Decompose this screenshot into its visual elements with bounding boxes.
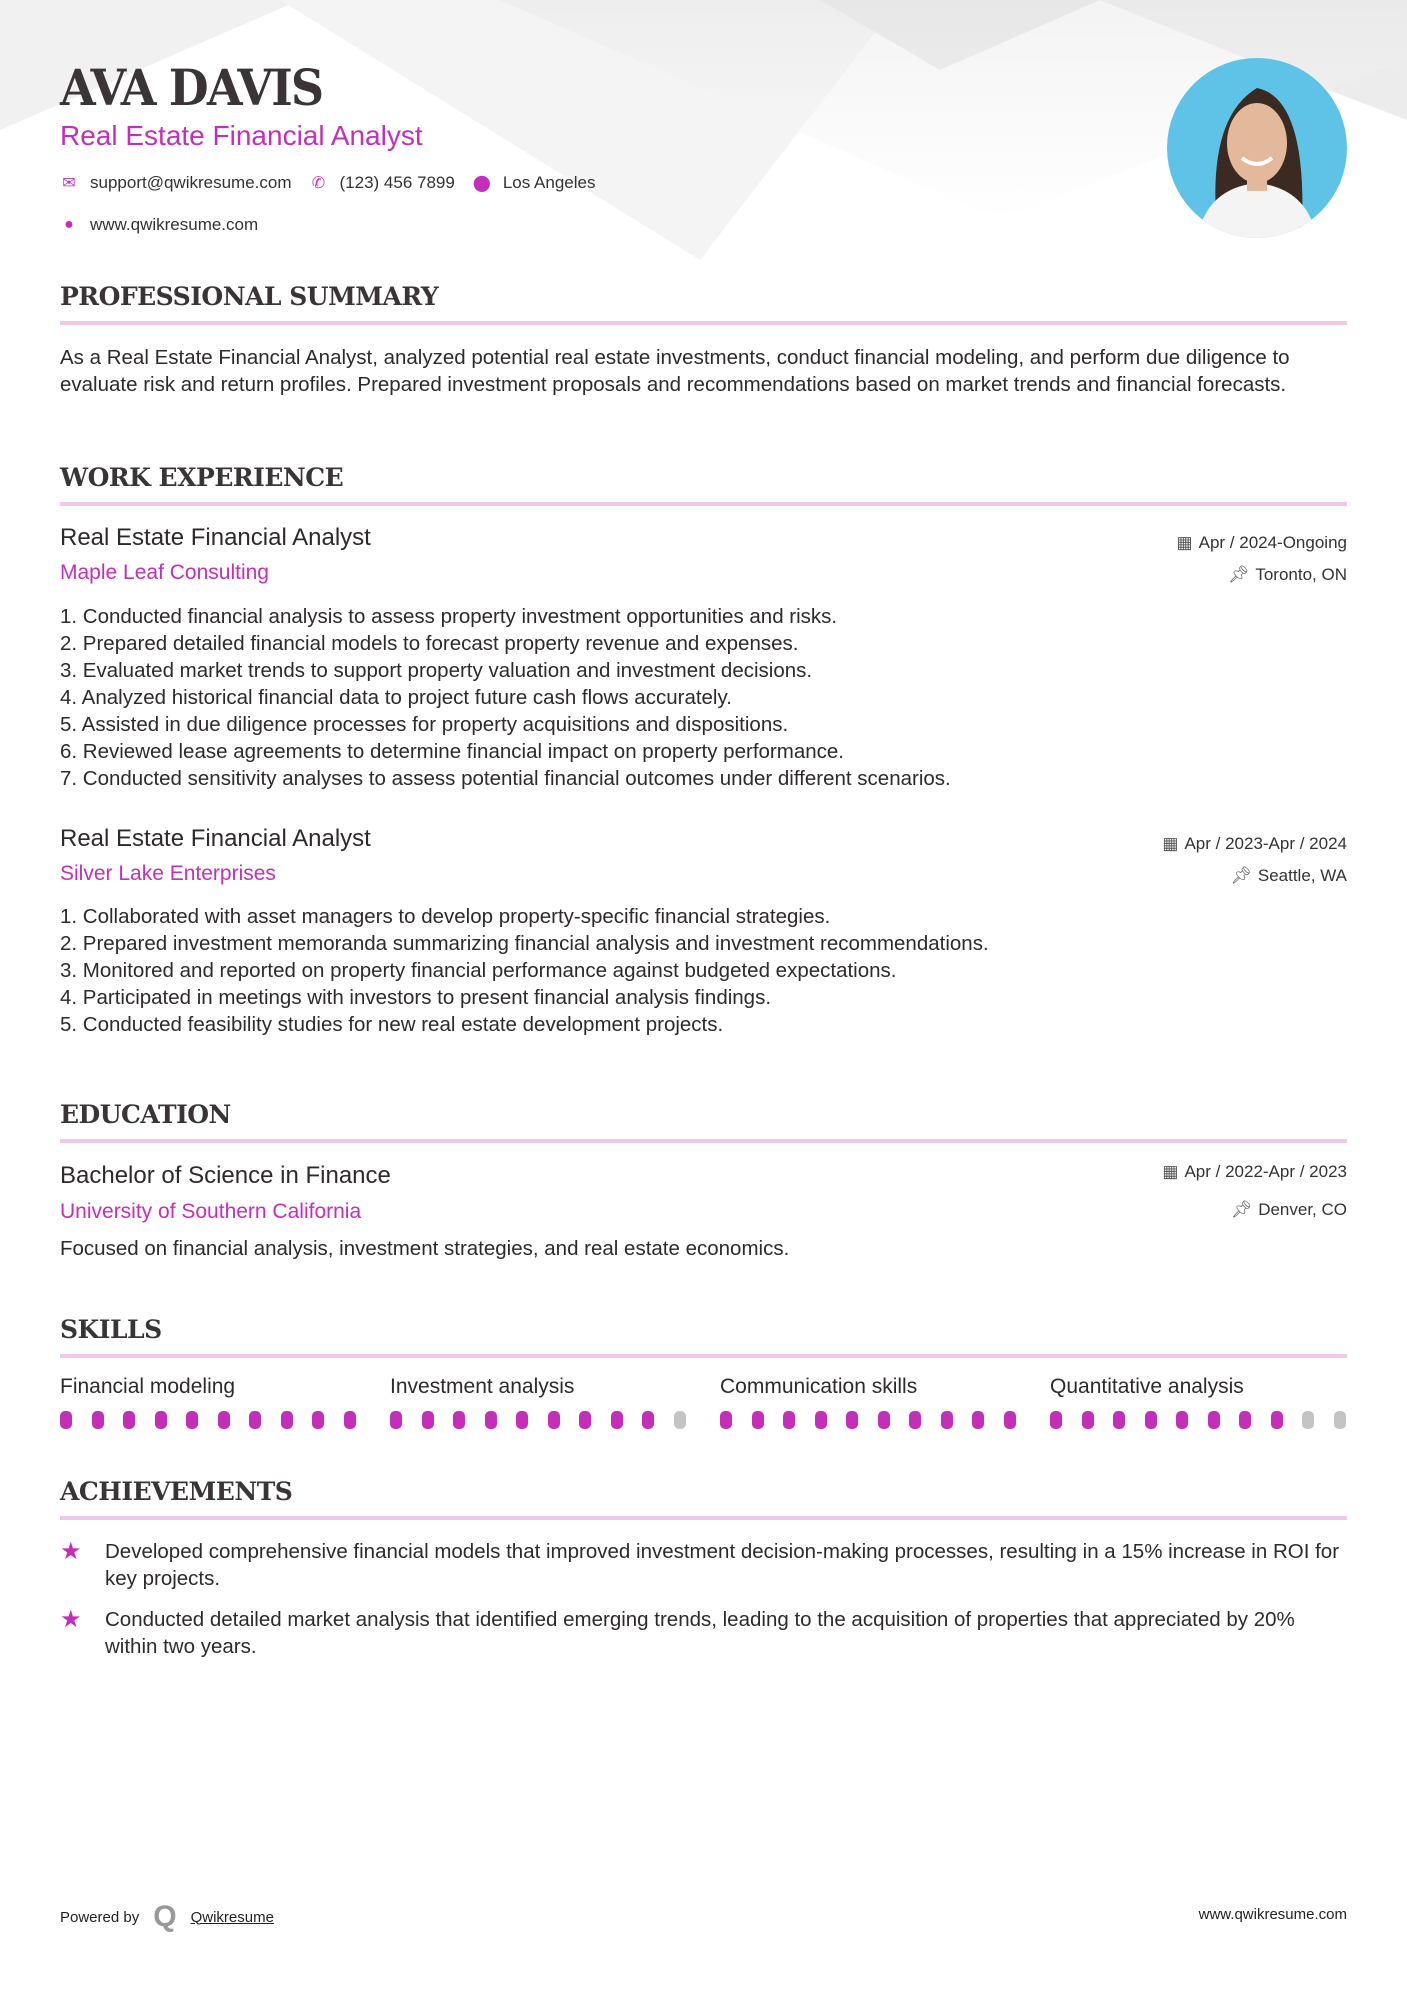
location-text: Los Angeles [502,173,596,192]
skill-name: Investment analysis [390,1375,575,1398]
map-pin-icon: ⬤ [472,175,491,192]
skill-item [720,1375,1050,1429]
list-item: 3. Evaluated market trends to support property valuation and investment decisions. [60,659,813,682]
skill-rating [60,1411,390,1429]
divider [60,502,1347,506]
list-item: 2. Prepared investment memoranda summarizing financial analysis and investment recommendations. [60,932,989,955]
dates-text: Apr / 2023-Apr / 2024 [1184,834,1347,853]
section-heading-skills: SKILLS [60,1315,162,1344]
job-location [1228,565,1347,585]
list-item: 6. Reviewed lease agreements to determine financial impact on property performance. [60,740,844,763]
dates-text: Apr / 2022-Apr / 2023 [1184,1162,1347,1181]
divider [60,1139,1347,1143]
skill-item [390,1375,720,1429]
rating-dot [249,1411,261,1429]
section-heading-achievements: ACHIEVEMENTS [60,1477,293,1506]
star-icon: ★ [60,1606,82,1633]
email-link[interactable]: support@qwikresume.com [90,173,292,192]
website-row [58,215,258,235]
footer-website[interactable]: www.qwikresume.com [1198,1906,1347,1923]
calendar-icon: ▦ [1176,533,1193,552]
profile-photo [1167,58,1347,238]
divider [60,321,1347,325]
location-text: Toronto, ON [1255,565,1347,584]
skill-name: Communication skills [720,1375,918,1398]
calendar-icon: ▦ [1162,834,1179,853]
education-description: Focused on financial analysis, investment strategies, and real estate economics. [60,1237,790,1260]
rating-dot [1176,1411,1188,1429]
rating-dot [720,1411,732,1429]
rating-dot [1334,1411,1346,1429]
degree: Bachelor of Science in Finance [60,1162,391,1189]
rating-dot [579,1411,591,1429]
summary-text: As a Real Estate Financial Analyst, analyzed potential real estate investments, conduct financial modeling, and perform due diligence to evaluate risk and return profiles. Prepared investment proposals and recommendations based on market trends and financial forecasts. [60,346,1290,396]
job-role: Real Estate Financial Analyst [60,825,371,852]
rating-dot [453,1411,465,1429]
rating-dot [972,1411,984,1429]
rating-dot [1208,1411,1220,1429]
rating-dot [1082,1411,1094,1429]
rating-dot [1271,1411,1283,1429]
rating-dot [611,1411,623,1429]
pin-icon: 📌︎ [1230,1200,1253,1219]
rating-dot [155,1411,167,1429]
list-item: 5. Assisted in due diligence processes for property acquisitions and dispositions. [60,713,789,736]
job-location [1230,866,1347,886]
education-location [1231,1200,1347,1220]
rating-dot [642,1411,654,1429]
rating-dot [186,1411,198,1429]
rating-dot [390,1411,402,1429]
rating-dot [783,1411,795,1429]
list-item: 2. Prepared detailed financial models to forecast property revenue and expenses. [60,632,799,655]
achievement-text: Developed comprehensive financial models that improved investment decision-making processes, resulting in a 15% increase in ROI for key projects. [105,1540,1340,1590]
location-text: Seattle, WA [1257,866,1347,885]
envelope-icon: ✉ [62,175,76,192]
section-heading-summary: PROFESSIONAL SUMMARY [60,282,439,311]
pin-icon: 📌︎ [1230,866,1252,885]
achievement-item [60,1606,1350,1660]
job-role: Real Estate Financial Analyst [60,524,371,551]
education-dates [1162,1162,1347,1182]
list-item: 5. Conducted feasibility studies for new real estate development projects. [60,1013,724,1036]
location-text: Denver, CO [1258,1200,1347,1219]
skill-item [60,1375,390,1429]
dates-text: Apr / 2024-Ongoing [1198,533,1347,552]
contact-row [58,173,595,193]
rating-dot [123,1411,135,1429]
rating-dot [422,1411,434,1429]
list-item: 3. Monitored and reported on property financial performance against budgeted expectations. [60,959,897,982]
qwikresume-logo-icon: Q [153,1900,177,1933]
achievement-item [60,1538,1350,1592]
job-dates [1177,533,1347,553]
divider [60,1516,1347,1520]
job-company: Maple Leaf Consulting [60,561,269,584]
rating-dot [1113,1411,1125,1429]
achievement-text: Conducted detailed market analysis that identified emerging trends, leading to the acquisition of properties that appreciated by 20% within two years. [105,1608,1295,1658]
rating-dot [281,1411,293,1429]
skill-name: Quantitative analysis [1050,1375,1244,1398]
star-icon: ★ [60,1538,82,1565]
rating-dot [548,1411,560,1429]
powered-by-label: Powered by [60,1908,140,1926]
rating-dot [1239,1411,1251,1429]
phone-icon: ✆ [311,175,326,192]
rating-dot [1004,1411,1016,1429]
rating-dot [674,1411,686,1429]
brand-link[interactable]: Qwikresume [190,1908,274,1926]
rating-dot [1302,1411,1314,1429]
list-item: 7. Conducted sensitivity analyses to assess potential financial outcomes under different scenarios. [60,767,951,790]
candidate-name: AVA DAVIS [60,58,323,117]
rating-dot [752,1411,764,1429]
rating-dot [92,1411,104,1429]
rating-dot [1050,1411,1062,1429]
candidate-title: Real Estate Financial Analyst [60,120,423,151]
section-heading-experience: WORK EXPERIENCE [60,463,344,492]
list-item: 4. Analyzed historical financial data to project future cash flows accurately. [60,686,732,709]
skills-grid [60,1375,1380,1429]
job-duties [60,603,951,792]
rating-dot [516,1411,528,1429]
rating-dot [909,1411,921,1429]
rating-dot [815,1411,827,1429]
footer-left [60,1900,274,1934]
rating-dot [60,1411,72,1429]
rating-dot [218,1411,230,1429]
rating-dot [312,1411,324,1429]
rating-dot [485,1411,497,1429]
section-heading-education: EDUCATION [60,1100,231,1129]
website-link[interactable]: www.qwikresume.com [90,215,259,234]
rating-dot [941,1411,953,1429]
rating-dot [846,1411,858,1429]
list-item: 1. Collaborated with asset managers to develop property-specific financial strategies. [60,905,831,928]
job-company: Silver Lake Enterprises [60,862,276,885]
divider [60,1354,1347,1358]
skill-rating [390,1411,720,1429]
globe-icon: ● [64,216,74,233]
skill-name: Financial modeling [60,1375,236,1398]
job-duties [60,903,989,1038]
school: University of Southern California [60,1200,362,1223]
job-dates [1162,834,1347,854]
calendar-icon: ▦ [1162,1162,1179,1181]
skill-item [1050,1375,1380,1429]
skill-rating [1050,1411,1380,1429]
skill-rating [720,1411,1050,1429]
phone-text: (123) 456 7899 [339,173,455,192]
rating-dot [344,1411,356,1429]
rating-dot [1145,1411,1157,1429]
list-item: 1. Conducted financial analysis to assess property investment opportunities and risks. [60,605,838,628]
list-item: 4. Participated in meetings with investors to present financial analysis findings. [60,986,772,1009]
pin-icon: 📌︎ [1227,565,1250,584]
rating-dot [878,1411,890,1429]
